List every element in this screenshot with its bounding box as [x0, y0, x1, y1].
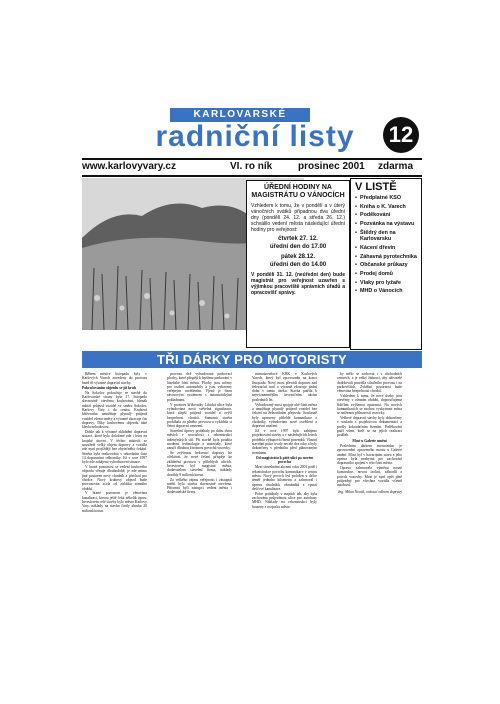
notice-hours-1: úřední den do 17.00: [269, 244, 327, 250]
article-subheading: Od magistrátu k páté ulici po novém povrchu: [255, 455, 314, 465]
article-column-1: [82, 372, 147, 662]
volume-label: VI. ro ník: [230, 161, 273, 172]
article-paragraph: Již v roce 1997 bylo zahájeno projektování stavby a v následujících letech proběhla výkupová řízení pozemků. Vlastní stavební práce trvaly necelé dva roky a byly dokončeny v předstihu před plánovaným termínem.: [252, 429, 317, 455]
contents-heading: V LISTĚ: [355, 181, 397, 193]
article-paragraph: V hrané pozornost je věnována kanalizaci, kterou ještě čeká několik úprav. Investorem celé stavby bylo město Karlovy Vary, náklady na stavbu činily zhruba 20 milionů korun.: [82, 491, 147, 513]
contents-item: • Poděkování: [355, 212, 417, 218]
contents-item: • Záhavná pyrotechnika: [355, 254, 417, 260]
article-paragraph: Stavební úpravy probíhaly po dobu dvou měsíců v souvislosti s rekonstrukcí inženýrských sítí. Při stavbě byla použita moderní technologie a materiály, které zaručí dlouhou životnost povrchů vozovky.: [167, 429, 232, 451]
article-paragraph: V prostoru křižovatky Libická ulice byla vybudována nová světelná signalizace, která zlepší průjezd vozidel a zvýší bezpečnost chodců. Samotná stavba probíhala za plného provozu a vyžádala si četná dopravní omezení.: [167, 402, 232, 429]
main-headline: TŘI DÁRKY PRO MOTORISTY: [82, 351, 422, 368]
notice-intro: Vzhledem k tomu, že v pondělí a v úterý vánočních svátků připadnou dva úřední dny (pondělí 24. 12. a středa 26. 12.) schválilo vedení města následující úřední hodiny pro veřejnost:: [251, 203, 345, 233]
article-paragraph: Vybudovaný most spojuje obě části města a umožňuje plynulý průjezd vozidel bez čekání na železničním přejezdu. Současně byly upraveny přilehlé komunikace a chodníky, vybudováno nové osvětlení a dopravní značení.: [252, 402, 317, 429]
notice-date-2: pátek 28.12.: [280, 254, 316, 260]
notice-closing: V pondělí 31. 12. (neúřední den) bude magistrát pro veřejnost uzavřen s výjimkou pracoviště správních úřadů a opracovišť správy.: [251, 272, 345, 296]
article-paragraph: Práce probíhaly v etapách tak, aby byla zachována průjezdnost ulice pro autobusy MHD. Náklady na rekonstrukci byly hrazeny z rozpočtu města.: [252, 491, 317, 509]
notice-hours-2: úřední den do 14.00: [269, 262, 327, 268]
masthead-kicker: KARLOVARSKÉ: [170, 108, 310, 122]
article-paragraph: Oprava zahrnovala výměnu nosné konstrukce, novou izolaci, zábradlí a povrch vozovky. Most je nyní opět plně průjezdný pro všechna vozidla včetně autobusů.: [337, 466, 402, 488]
article-paragraph: mimoúrovňové KŘK v Karlových Varech, který byl zprovozněn na konci listopadu. Nový most převádí dopravu nad železniční tratí a výrazně zkracuje jízdní dobu v tomto úseku. Stavba patřila k nejvýznamnějším investičním akcím posledních let.: [252, 372, 317, 402]
issue-number-badge: 12: [383, 117, 419, 153]
website-link[interactable]: www.karlovyvary.cz: [82, 161, 176, 172]
article-paragraph: provozu dvě vybudované parkovací plochy, které přispějí k lepšímu parkování v lázeňské části města. Plochy jsou určeny pro osobní automobily a jsou vybaveny veřejným osvětlením. Vjezd je řízen závorovým systémem s automatickými pokladnami.: [167, 372, 232, 402]
contents-item: • Vlaky pro lyžaře: [355, 280, 417, 286]
article-paragraph: V hrané pozornost se vedení kruhového objezdu věnuje dlouhodobě, je zde mimo jiné postaven nový chodník a přechod pro chodce. Nový kruhový objezd bude provozován zcela od začátku zimního období.: [82, 465, 147, 491]
contents-item: • Prodej domů: [355, 271, 417, 277]
article-column-3: [252, 372, 317, 662]
masthead-info-bar: [82, 160, 422, 174]
article-subheading: Pokračováním objezdu se již kruh: [82, 385, 136, 390]
contents-item: • Předplatné KSO: [355, 195, 417, 201]
article-paragraph: by mělo se zachovat i v obchodních centrech, a je velký žádoucí, aby uživatelé dodržovali pravidla silničního provozu i na parkovištích. Zvláštní pozornost bude věnována bezpečnosti chodců.: [337, 372, 402, 394]
article-paragraph: Vzhledem k tomu, že nové úseky jsou otevřeny v zimním období, doporučujeme řidičům zvýšenou opatrnost. Na nových komunikacích se mohou vyskytnout místa se sníženou přilnavostí vozovky.: [337, 394, 402, 416]
contents-item: • Štědrý den na Karlovarsku: [355, 230, 417, 243]
issue-date: prosinec 2001: [298, 161, 365, 172]
article-column-2: [167, 372, 232, 662]
masthead-rule-bottom: [82, 175, 422, 177]
article-paragraph: Během měsíce listopadu byly v Karlových Varech zavedeny do provozu hned tři výrazné dopravní stavby.: [82, 372, 147, 385]
article-paragraph: Veškeré dopravní stavby byly dokončeny v souladu s projektovou dokumentací a prošly kolaudačním řízením. Poděkování patří všem, kteří se na jejich realizaci podíleli.: [337, 416, 402, 438]
notice-heading: ÚŘEDNÍ HODINY NA MAGISTRÁTU O VÁNOCÍCH: [251, 184, 345, 199]
article-paragraph: Za velkého zájmu veřejnosti i zástupců médií byla stavba slavnostně otevřena. Přítomni byli zástupci vedení města i dodavatelské firmy.: [167, 477, 232, 495]
notice-date-1: čtvrtek 27. 12.: [278, 236, 318, 242]
contents-list: [355, 195, 417, 295]
article-signature: Ing. Milan Novák, vedoucí odboru dopravy: [338, 489, 402, 494]
contents-item: • Občanské průkazy: [355, 262, 417, 268]
contents-item: • Kniha o K. Varech: [355, 204, 417, 210]
article-column-4: [337, 372, 402, 662]
masthead-title: radniční listy: [155, 120, 355, 153]
contents-item: • MHD o Vánocích: [355, 288, 417, 294]
article-paragraph: Posledním dárkem motoristům je zprovoznění opraveného mostu u Galerie umění. Most byl v havarijním stavu a jeho oprava byla nezbytná pro zachování dopravního spojení v této části města.: [337, 443, 402, 466]
price-label: zdarma: [378, 161, 414, 172]
office-hours-notice: [246, 180, 350, 348]
article-paragraph: Se zvýšenou frekvencí dopravy lze očekávat, že nové řešení přispěje ke zklidnění provozu v přilehlých ulicích. Investorem byl magistrát města, dodavatelem stavební firma, náklady dosáhly 9 milionů korun.: [167, 451, 232, 477]
article-paragraph: Na Sokolov pokračuje ve stavbě do Karlovarské strany byla 17. listopadu slavnostně otevřena kruhovámi, klenák nabízí průjezd vozidel ve směru Sokolov, Karlovy Vary i do centra. Kruhová křižovatka umožňuje plynulý průjezd vozidel všemi směry a výrazně zkracuje čas dopravy. Díky kruhovému objezdu také klesla nehodovost.: [82, 390, 147, 430]
article-paragraph: Dohle tak k výrazné zklidnění dopravní situace, které bylo doložené zde i letos na krajské úrovni. V těchto místech se soustředí velký objem dopravy a vozidla zde nyní projíždějí bez zbytečného čekání. Stavba byla realizována v rekordním čase 14 dopravními odborníky. Již v roce 1997 bylo zde zahájeno vyhodnocení situace.: [82, 430, 147, 465]
contents-item: • Pozvánka na výstavu: [355, 221, 417, 227]
contents-item: • Kácení dřevin: [355, 245, 417, 251]
article-paragraph: Mezi stavebními akcemi roku 2001 patří i rekonstrukce povrchu komunikace v centru města. Nový povrch byl položen v délce téměř jednoho kilometru a zahrnoval i úpravu chodníků, obrubníků a vpustí dešťové kanalizace.: [252, 465, 317, 491]
contents-box: [350, 178, 422, 350]
article-subheading: Most u Galerie umění: [352, 438, 387, 443]
